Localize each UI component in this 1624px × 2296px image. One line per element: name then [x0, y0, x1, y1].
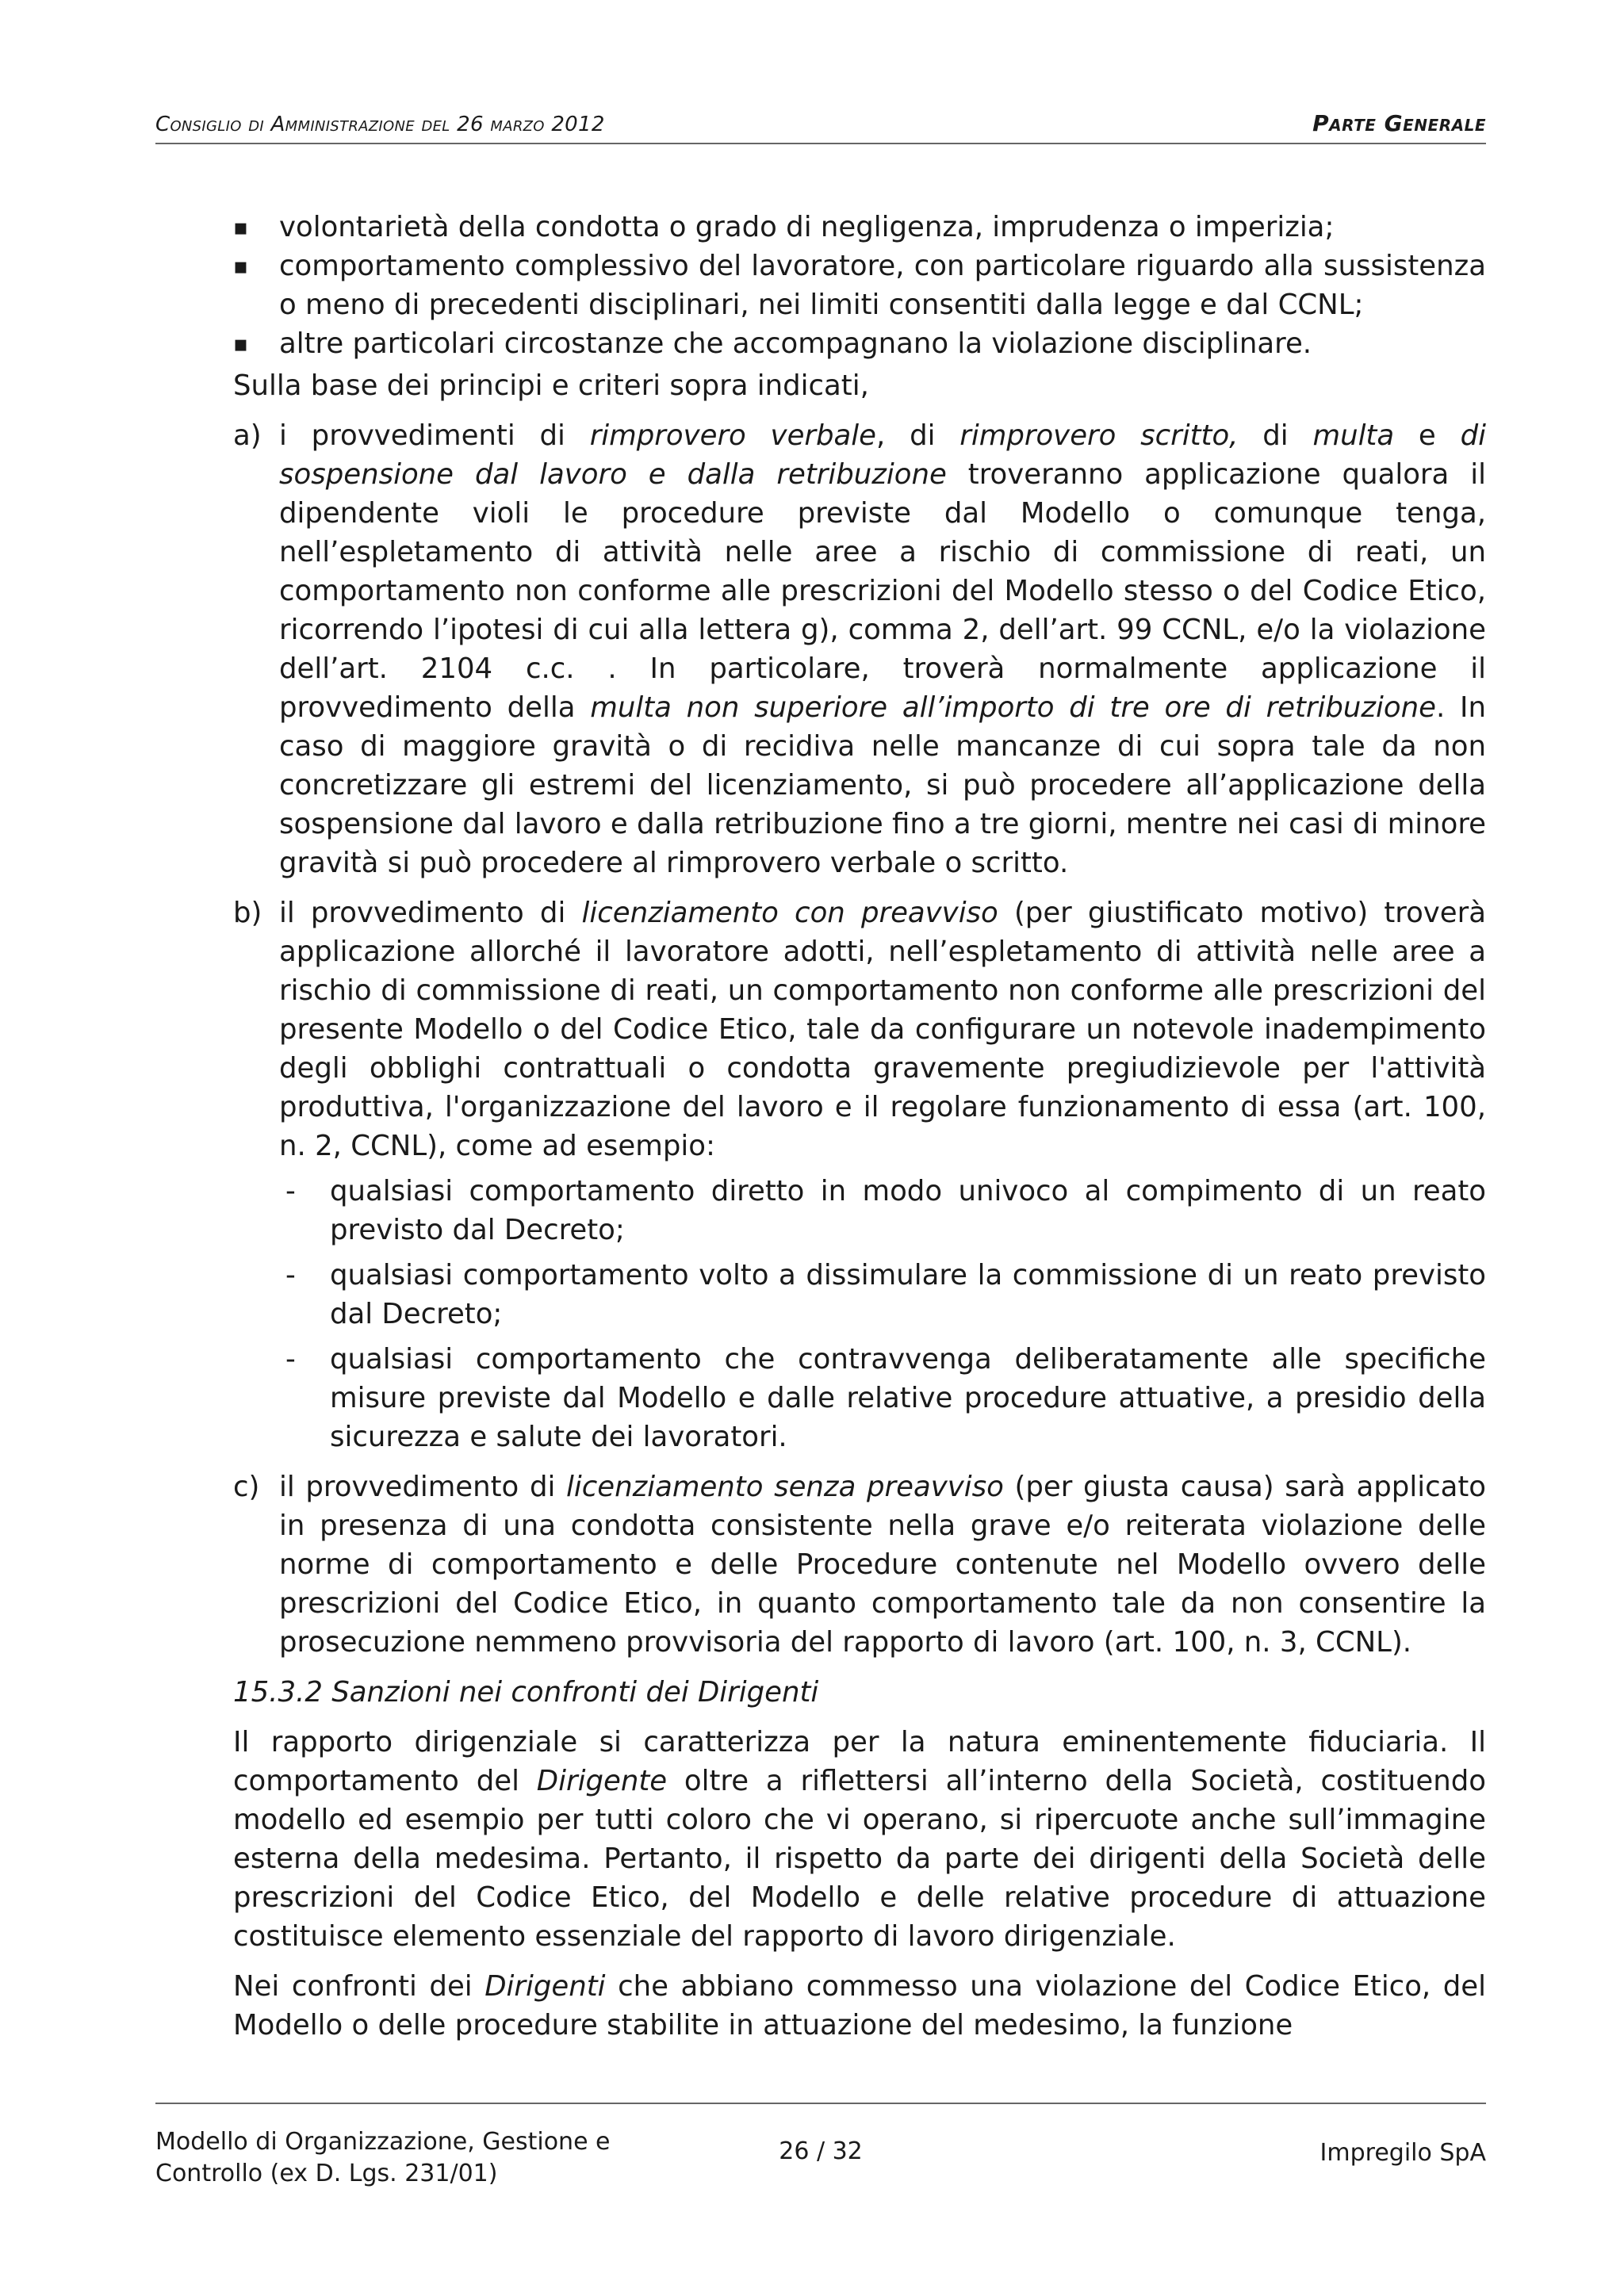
emphasis-run: licenziamento con preavviso [581, 897, 998, 929]
text-run: Nei confronti dei [233, 1970, 485, 2003]
list-item: - qualsiasi comportamento volto a dissimulare la commissione di un reato previsto dal Decreto; [279, 1256, 1486, 1334]
list-item: ▪ altre particolari circostanze che accompagnano la violazione disciplinare. [233, 324, 1486, 363]
paragraph [233, 1967, 1486, 2045]
text-run: (per giusta causa) sarà applicato in presenza di una condotta consistente nella grave e/o reiterata violazione delle norme di comportamento e delle Procedure contenute nel Modello ovvero delle prescrizioni del Codice Etico, in quanto comportamento tale da non consentire la prosecuzione nemmeno provvisoria del rapporto di lavoro (art. 100, n. 3, CCNL). [279, 1471, 1486, 1659]
item-marker: b) [233, 897, 262, 929]
sanction-item-b [233, 894, 1486, 1456]
list-item: ▪ volontarietà della condotta o grado di negligenza, imprudenza o imperizia; [233, 208, 1486, 247]
text-run: e [1394, 419, 1461, 452]
intro-paragraph: Sulla base dei principi e criteri sopra indicati, [233, 369, 869, 402]
section-heading: 15.3.2 Sanzioni nei confronti dei Dirigenti [233, 1676, 819, 1709]
footer-doc-line: Modello di Organizzazione, Gestione e [155, 2128, 611, 2156]
footer-doc-line: Controllo (ex D. Lgs. 231/01) [155, 2160, 498, 2187]
emphasis-run: rimprovero verbale [589, 419, 876, 452]
page-header [155, 101, 1486, 144]
text-run: il provvedimento di [279, 897, 582, 929]
document-body [233, 208, 1486, 2045]
emphasis-run: multa [1312, 419, 1395, 452]
emphasis-run: di sospensione dal lavoro e dalla retribuzione [279, 419, 1486, 491]
text-run: . In caso di maggiore gravità o di recidiva nelle mancanze di cui sopra tale da non concretizzare gli estremi del licenziamento, si può procedere all’applicazione della sospensione dal lavoro e dalla retribuzione fino a tre giorni, mentre nei casi di minore gravità si può procedere al rimprovero verbale o scritto. [279, 691, 1486, 879]
text-run: che abbiano commesso una violazione del Codice Etico, del Modello o delle procedure stabilite in attuazione del medesimo, la funzione [233, 1970, 1486, 2042]
item-marker: a) [233, 419, 262, 452]
text-run: il provvedimento di [279, 1471, 567, 1503]
footer-rule [155, 2103, 1486, 2104]
sanction-item-a [233, 416, 1486, 882]
examples-list [279, 1172, 1486, 1456]
emphasis-run: rimprovero scritto, [959, 419, 1239, 452]
item-marker: c) [233, 1471, 260, 1503]
text-run: (per giustificato motivo) troverà applicazione allorché il lavoratore adotti, nell’espletamento di attività nelle aree a rischio di commissione di reati, un comportamento non conforme alle prescrizioni del presente Modello o del Codice Etico, tale da configurare un notevole inadempimento degli obblighi contrattuali o condotta gravemente pregiudizievole per l'attività produttiva, l'organizzazione del lavoro e il regolare funzionamento di essa (art. 100, n. 2, CCNL), come ad esempio: [279, 897, 1486, 1162]
page-number: 26 / 32 [779, 2137, 863, 2165]
emphasis-run: licenziamento senza preavviso [566, 1471, 1004, 1503]
text-run: , di [876, 419, 960, 452]
sanctions-list [233, 416, 1486, 1662]
text-run: oltre a riflettersi all’interno della Società, costituendo modello ed esempio per tutti coloro che vi operano, si ripercuote anche sull’immagine esterna della medesima. Pertanto, il rispetto da parte dei dirigenti della Società delle prescrizioni del Codice Etico, del Modello e delle relative procedure di attuazione costituisce elemento essenziale del rapporto di lavoro dirigenziale. [233, 1765, 1486, 1953]
sanction-item-c [233, 1468, 1486, 1662]
emphasis-run: Dirigenti [485, 1970, 606, 2003]
emphasis-run: multa non superiore all’importo di tre ore di retribuzione [590, 691, 1436, 724]
header-title: Consiglio di Amministrazione del 26 marzo 2012 [155, 113, 605, 136]
footer-company: Impregilo SpA [1320, 2139, 1486, 2167]
criteria-list [233, 208, 1486, 363]
paragraph [233, 1723, 1486, 1956]
text-run: i provvedimenti di [279, 419, 590, 452]
header-rule [155, 143, 1486, 144]
text-run: troveranno applicazione qualora il dipendente violi le procedure previste dal Modello o comunque tenga, nell’espletamento di attività nelle aree a rischio di commissione di reati, un comportamento non conforme alle prescrizioni del Modello stesso o del Codice Etico, ricorrendo l’ipotesi di cui alla lettera g), comma 2, dell’art. 99 CCNL, e/o la violazione dell’art. 2104 c.c. . In particolare, troverà normalmente applicazione il provvedimento della [279, 458, 1486, 724]
text-run: di [1238, 419, 1313, 452]
list-item: - qualsiasi comportamento diretto in modo univoco al compimento di un reato previsto dal Decreto; [279, 1172, 1486, 1249]
list-item: ▪ comportamento complessivo del lavoratore, con particolare riguardo alla sussistenza o meno di precedenti disciplinari, nei limiti consentiti dalla legge e dal CCNL; [233, 247, 1486, 324]
header-section: Parte Generale [1312, 110, 1486, 136]
list-item: - qualsiasi comportamento che contravvenga deliberatamente alle specifiche misure previste dal Modello e dalle relative procedure attuative, a presidio della sicurezza e salute dei lavoratori. [279, 1340, 1486, 1456]
text-run: Il rapporto dirigenziale si caratterizza per la natura eminentemente fiduciaria. Il comportamento del [233, 1726, 1486, 1797]
emphasis-run: Dirigente [536, 1765, 668, 1797]
page-footer [155, 2103, 1486, 2198]
